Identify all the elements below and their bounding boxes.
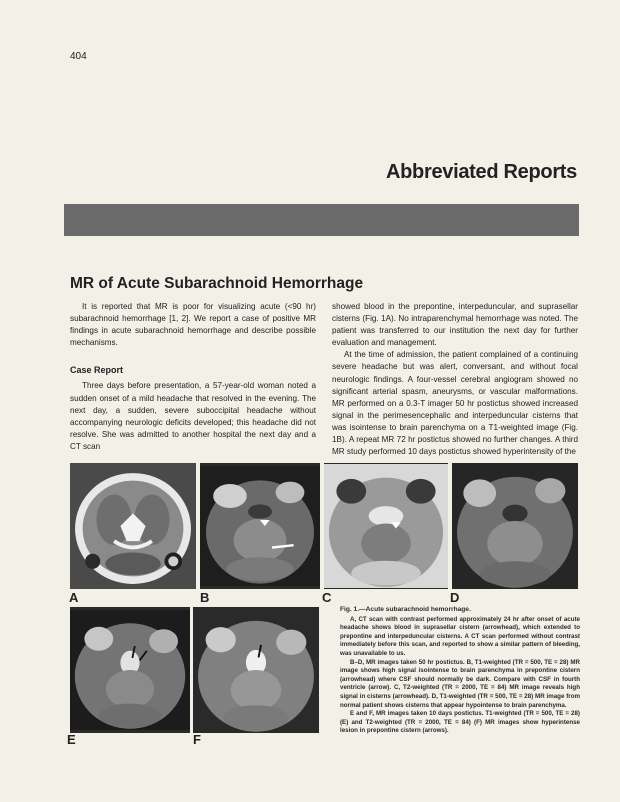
panel-label-e: E: [67, 732, 76, 747]
caption-panels-b-d: B–D, MR images taken 50 hr postictus. B, T1-weighted (TR = 500, TE = 28) MR image shows high signal isointense to brain parenchyma in prepontine cistern (arrowhead) where CSF should normally be dark. Compare with CSF in fourth ventricle (arrow). C, T2-weighted (TR = 2000, TE = 84) MR image reveals high signal in cisterns (arrowhead). D, T1-weighted (TR = 500, TE = 28) MR image from normal patient shows cisterns that appear hypointense to brain parenchyma.: [340, 658, 580, 709]
header-bar: [64, 204, 579, 236]
case-report-paragraph: Three days before presentation, a 57-year-old woman noted a sudden onset of a mild headache that resolved in the evening. The next day, a sudden, severe suboccipital headache without accompanying neurologic deficits developed; this headache did not resolve. She was admitted to another hospital the next day and a CT scan: [70, 381, 316, 451]
page-number: 404: [70, 51, 87, 62]
section-title: Abbreviated Reports: [385, 161, 577, 183]
figure-caption: [340, 606, 580, 736]
ct-scan-image: [70, 463, 196, 589]
panel-label-a: A: [69, 590, 79, 605]
caption-panel-a: A, CT scan with contrast performed approximately 24 hr after onset of acute headache shows blood in suprasellar cistern (arrowhead), which extended to prepontine and interpeduncular cisterns. A CT scan performed without contrast immediately before this scan, and reported to show a similar pattern of bleeding, was unavailable to us.: [340, 615, 580, 657]
mri-t2-image: [324, 463, 448, 589]
article-title: MR of Acute Subarachnoid Hemorrhage: [70, 275, 364, 292]
mri-normal-image: [452, 463, 578, 589]
right-paragraph-1: showed blood in the prepontine, interpeduncular, and suprasellar cisterns (Fig. 1A). No intraparenchymal hemorrhage was noted. The patient was transferred to our institution the next day for further evaluation and management.: [332, 302, 578, 348]
panel-label-d: D: [450, 590, 460, 605]
caption-title: Fig. 1.—Acute subarachnoid hemorrhage.: [340, 606, 471, 613]
figure-panel-f: [193, 607, 319, 733]
panel-label-b: B: [200, 590, 210, 605]
figure-panel-a: [70, 463, 196, 589]
caption-panels-e-f: E and F, MR images taken 10 days postictus. T1-weighted (TR = 500, TE = 28) (E) and T2-weighted (TR = 2000, TE = 84) (F) MR images show hyperintense lesion in prepontine cistern (arrows).: [340, 710, 580, 735]
right-text-column: [332, 301, 578, 458]
mri-day10-t2-image: [193, 607, 319, 733]
mri-day10-t1-image: [70, 607, 190, 733]
left-text-column: [70, 301, 316, 453]
right-paragraph-2: At the time of admission, the patient complained of a continuing severe headache but was alert, conversant, and without focal neurologic findings. A four-vessel cerebral angiogram showed no significant arterial spasm, aneurysms, or vascular malformations. MR performed on a 0.3-T imager 50 hr postictus showed increased signal in the perimesencephalic and interpeduncular cisterns that was isointense to brain parenchyma on a T1-weighted image (Fig. 1B). A repeat MR 72 hr postictus showed no further changes. A third MR study performed 10 days postictus showed hyperintensity of the: [332, 350, 578, 457]
case-report-heading: Case Report: [70, 365, 124, 376]
mri-t1-image: [200, 463, 320, 589]
intro-paragraph: It is reported that MR is poor for visualizing acute (<90 hr) subarachnoid hemorrhage [1, 2]. We report a case of positive MR findings in acute subarachnoid hemorrhage and describe possible mechanisms.: [70, 302, 316, 348]
figure-panel-e: [70, 607, 190, 733]
figure-panel-c: [324, 463, 448, 589]
panel-label-c: C: [322, 590, 332, 605]
figure-panel-b: [200, 463, 320, 589]
figure-panel-d: [452, 463, 578, 589]
panel-label-f: F: [193, 732, 201, 747]
